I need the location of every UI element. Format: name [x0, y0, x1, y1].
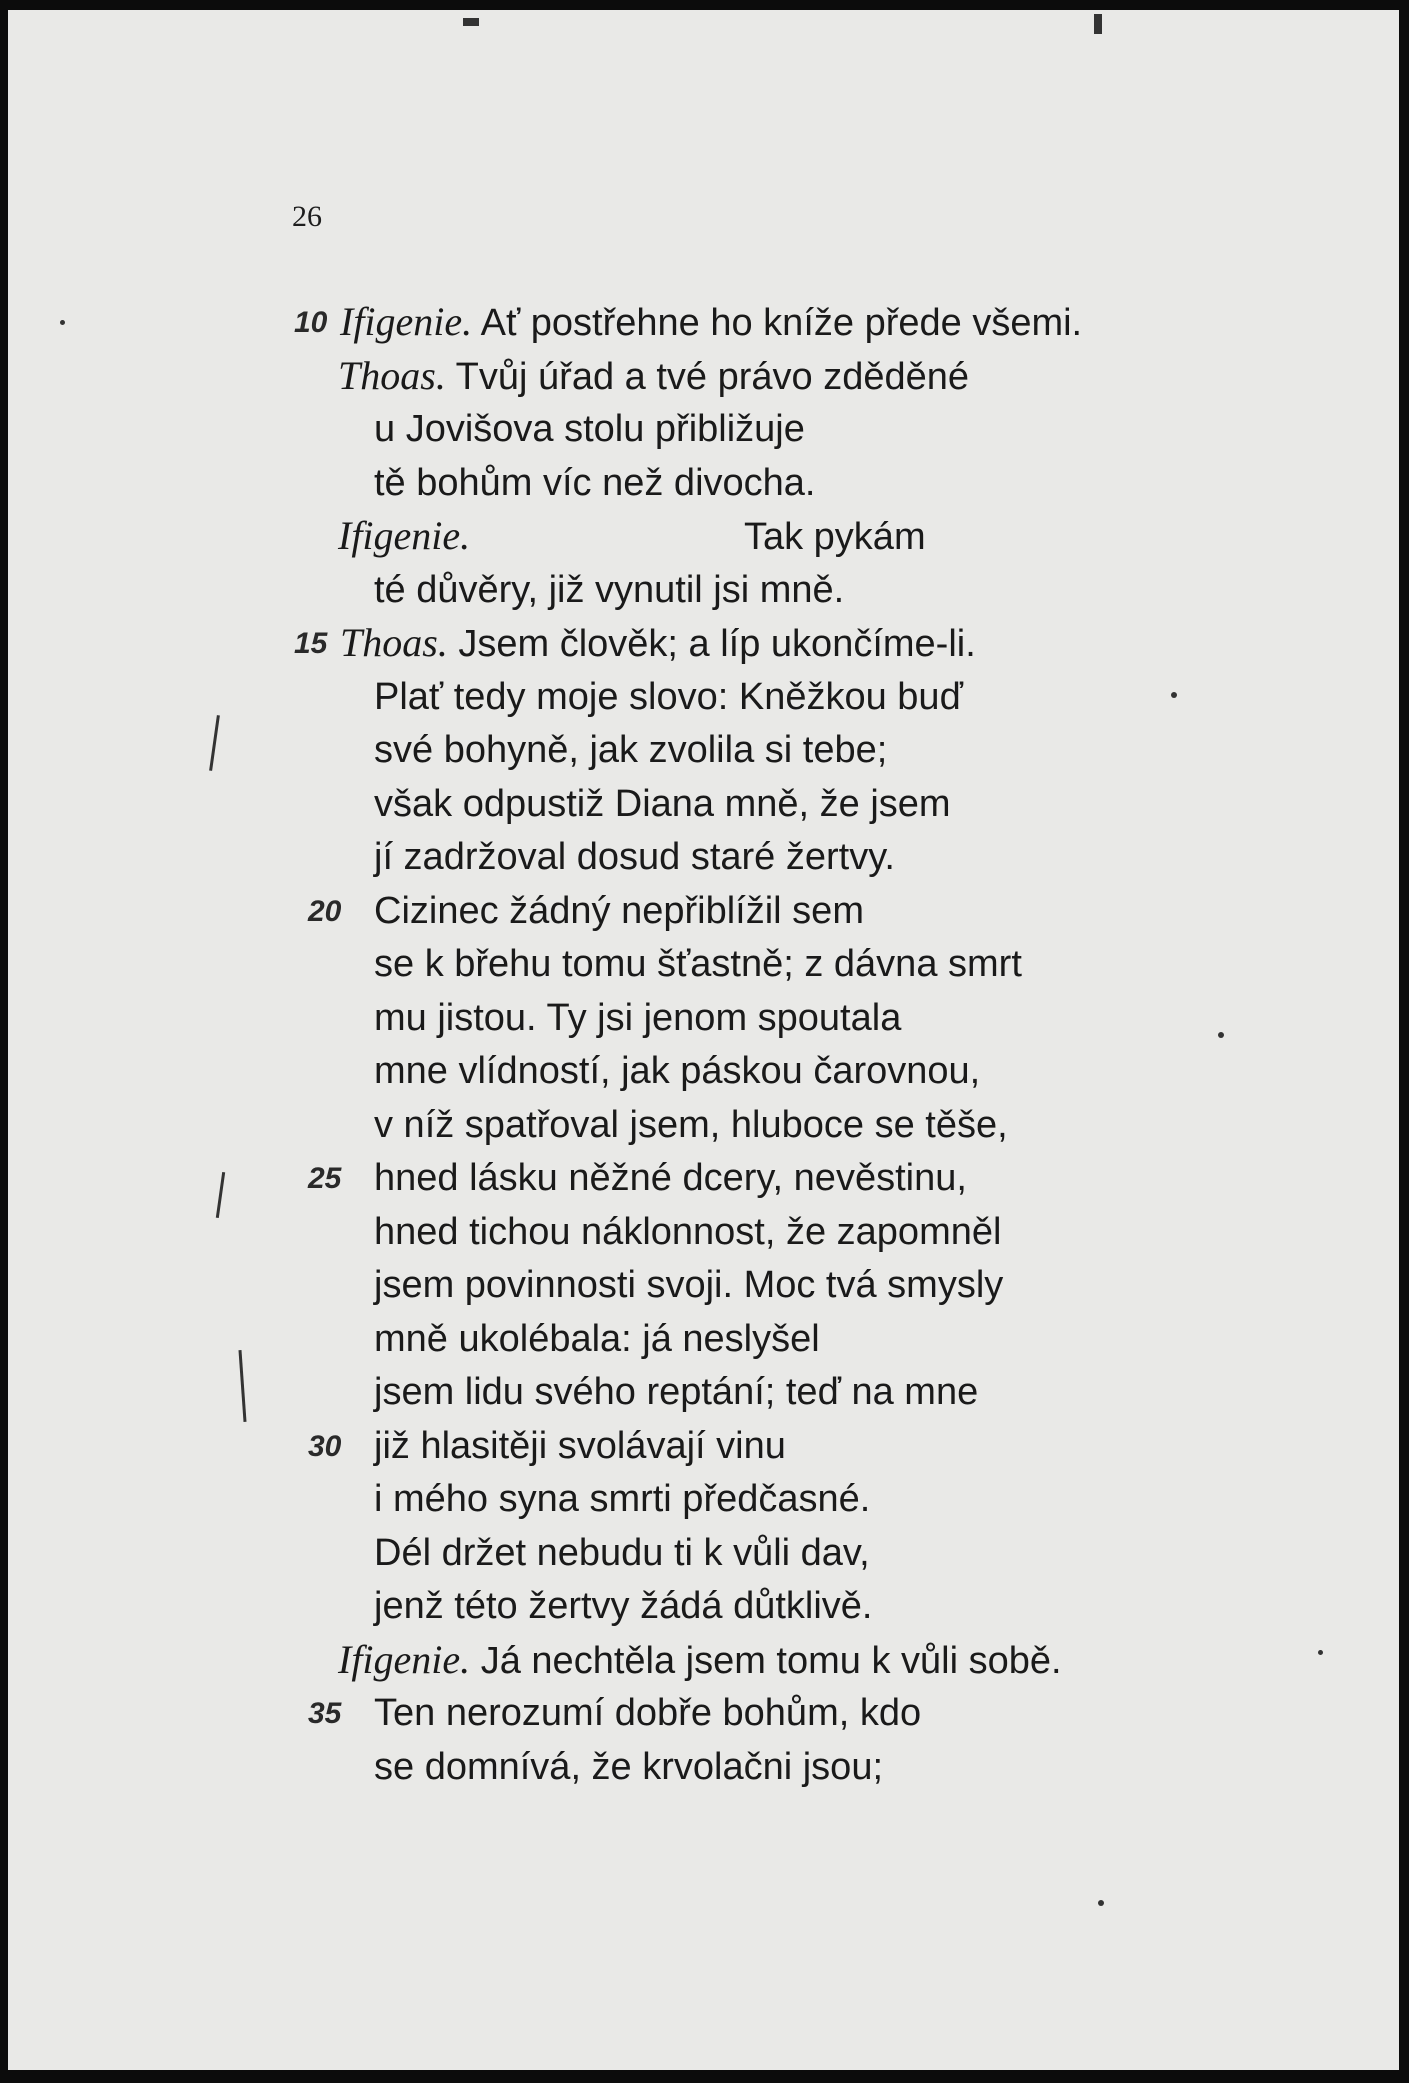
verse-text: mu jistou. Ty jsi jenom spoutala — [374, 996, 902, 1039]
verse-text: své bohyně, jak zvolila si tebe; — [374, 729, 888, 771]
verse-text: Dél držet nebudu ti k vůli dav, — [374, 1531, 870, 1574]
verse-text: Tak pykám — [470, 516, 926, 558]
verse-text: jenž této žertvy žádá důtklivě. — [374, 1585, 873, 1627]
margin-line — [209, 715, 220, 771]
verse-line — [338, 514, 926, 559]
verse-line — [374, 1691, 921, 1735]
margin-line-number: 10 — [294, 306, 328, 339]
pencil-mark — [1218, 1032, 1224, 1038]
verse-line — [374, 1210, 1001, 1254]
verse-line — [374, 889, 864, 933]
verse-text: hned tichou náklonnost, že zapomněl — [374, 1210, 1002, 1253]
verse-text: mně ukolébala: já neslyšel — [374, 1317, 820, 1360]
verse-line — [374, 675, 963, 719]
top-edge-mark — [1094, 14, 1102, 34]
verse-text: Já nechtěla jsem tomu k vůli sobě. — [470, 1639, 1062, 1682]
verse-text: v níž spatřoval jsem, hluboce se těše, — [374, 1103, 1008, 1146]
verse-line — [374, 1263, 1003, 1307]
book-page — [8, 10, 1399, 2070]
speaker-name: Ifigenie. — [338, 513, 471, 558]
verse-text: hned lásku něžné dcery, nevěstinu, — [374, 1157, 967, 1199]
verse-text: se k břehu tomu šťastně; z dávna smrt — [374, 943, 1022, 985]
verse-text: však odpustiž Diana mně, že jsem — [374, 782, 951, 825]
verse-text: jsem lidu svého reptání; teď na mne — [374, 1371, 979, 1413]
verse-text: Ať postřehne ho kníže přede všemi. — [472, 302, 1083, 344]
pencil-mark — [1171, 692, 1177, 698]
verse-line — [374, 1370, 978, 1414]
verse-line — [374, 1477, 870, 1521]
pencil-mark — [60, 320, 65, 325]
margin-line-number: 25 — [308, 1162, 342, 1195]
verse-line — [374, 1531, 870, 1575]
verse-text: i mého syna smrti předčasné. — [374, 1478, 871, 1520]
verse-line — [374, 461, 815, 505]
verse-text: té důvěry, již vynutil jsi mně. — [374, 568, 845, 611]
verse-text: mne vlídností, jak páskou čarovnou, — [374, 1050, 981, 1092]
verse-text: se domnívá, že krvolačni jsou; — [374, 1745, 884, 1788]
margin-line-number: 15 — [294, 627, 328, 660]
margin-line-number: 30 — [308, 1429, 342, 1463]
top-edge-mark — [463, 18, 479, 26]
verse-line — [340, 300, 1082, 345]
verse-text: Plať tedy moje slovo: Kněžkou buď — [374, 675, 963, 718]
speaker-name: Thoas. — [338, 352, 446, 398]
verse-line — [374, 1424, 786, 1468]
verse-line — [340, 621, 976, 666]
verse-line — [374, 782, 951, 826]
verse-line — [374, 1584, 872, 1628]
margin-line-number: 20 — [308, 894, 342, 928]
verse-line — [374, 1049, 980, 1093]
verse-line — [374, 942, 1022, 986]
verse-text: tě bohům víc než divocha. — [374, 461, 816, 504]
pencil-mark — [1098, 1900, 1104, 1906]
verse-line — [374, 728, 887, 772]
margin-line-number: 35 — [308, 1697, 342, 1730]
verse-line — [374, 407, 805, 451]
verse-line — [374, 1317, 820, 1361]
verse-line — [374, 1745, 883, 1789]
verse-text: Jsem člověk; a líp ukončíme-li. — [447, 623, 976, 665]
page-number: 26 — [292, 200, 322, 233]
margin-line — [216, 1172, 225, 1218]
verse-line — [338, 354, 969, 399]
margin-line — [238, 1350, 246, 1422]
verse-line — [374, 1156, 967, 1200]
verse-line — [374, 835, 895, 879]
verse-line — [338, 1638, 1062, 1683]
verse-text: jí zadržoval dosud staré žertvy. — [374, 836, 895, 878]
speaker-name: Thoas. — [340, 620, 448, 665]
speaker-name: Ifigenie. — [338, 1636, 471, 1682]
verse-line — [374, 1103, 1008, 1147]
pencil-mark — [1318, 1650, 1323, 1655]
verse-text: Ten nerozumí dobře bohům, kdo — [374, 1692, 922, 1734]
verse-text: u Jovišova stolu přibližuje — [374, 408, 805, 450]
verse-text: jsem povinnosti svoji. Moc tvá smysly — [374, 1264, 1004, 1306]
verse-text: Cizinec žádný nepřiblížil sem — [374, 889, 864, 932]
verse-line — [374, 568, 844, 612]
verse-text: již hlasitěji svolávají vinu — [374, 1424, 786, 1467]
verse-text: Tvůj úřad a tvé právo zděděné — [445, 355, 969, 398]
verse-line — [374, 996, 901, 1040]
speaker-name: Ifigenie. — [340, 299, 473, 344]
